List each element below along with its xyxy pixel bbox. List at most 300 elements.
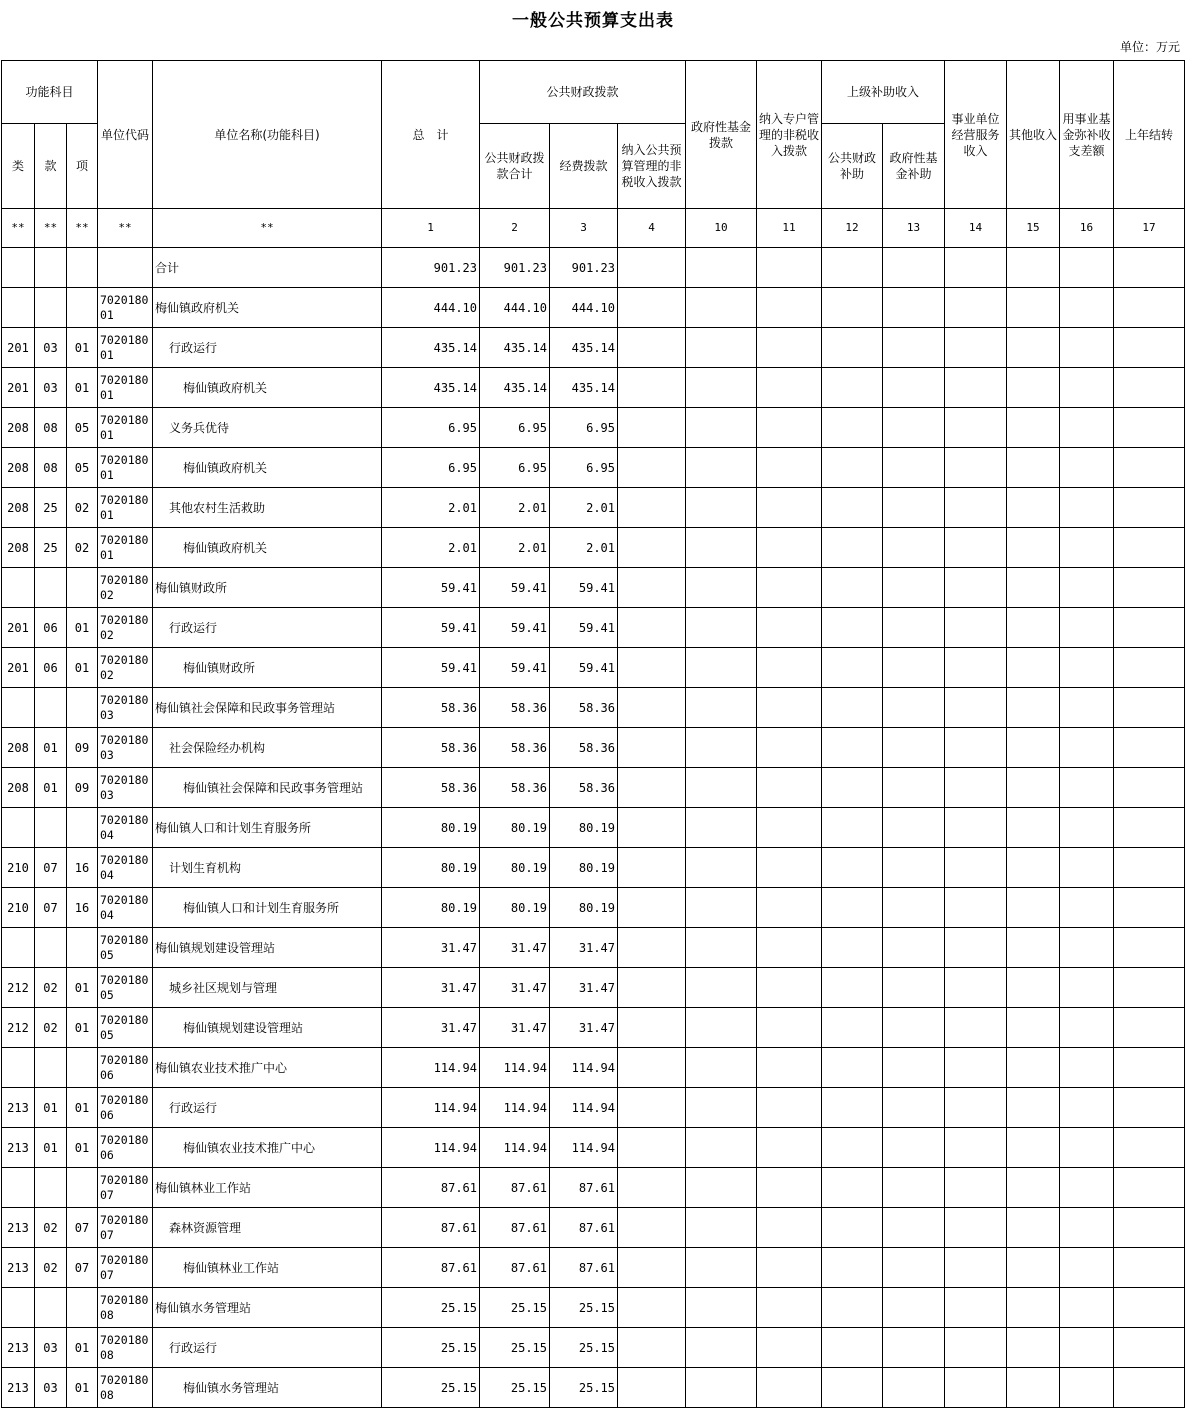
cell-empty: [686, 688, 757, 728]
table-row: [2, 1008, 1185, 1048]
cell-empty: [945, 1288, 1007, 1328]
table-row: [2, 928, 1185, 968]
cell-empty: [618, 768, 686, 808]
cell-unit-code: [98, 368, 153, 408]
cell-empty: [757, 1248, 822, 1288]
cell-expense-allocation: 80.19: [550, 888, 618, 928]
cell-unit-code: [98, 1288, 153, 1328]
cell-expense-allocation: 6.95: [550, 408, 618, 448]
cell-expense-allocation: 114.94: [550, 1088, 618, 1128]
unit-code-text: [100, 253, 150, 283]
cell-unit-code: [98, 288, 153, 328]
unit-code-text: 702018003: [100, 732, 149, 762]
cell-empty: [1007, 488, 1060, 528]
cell-empty: [883, 1328, 945, 1368]
cell-public-finance-total: 901.23: [480, 248, 550, 288]
cell-empty: [945, 1248, 1007, 1288]
cell-empty: [1007, 688, 1060, 728]
cell-unit-code: [98, 568, 153, 608]
cell-empty: [1114, 1368, 1185, 1408]
cell-unit-name: 梅仙镇人口和计划生育服务所: [153, 808, 382, 848]
cell-empty: [945, 528, 1007, 568]
column-number: **: [67, 209, 98, 248]
cell-empty: [618, 248, 686, 288]
cell-unit-name: 梅仙镇林业工作站: [153, 1168, 382, 1208]
cell-expense-allocation: 435.14: [550, 328, 618, 368]
cell-public-finance-total: 59.41: [480, 568, 550, 608]
table-row: [2, 1168, 1185, 1208]
cell-empty: [1007, 528, 1060, 568]
cell-xiang: [67, 288, 98, 328]
unit-code-text: 702018003: [100, 772, 149, 802]
cell-lei: 212: [2, 1008, 35, 1048]
unit-code-text: 702018001: [100, 412, 149, 442]
cell-unit-name: 梅仙镇政府机关: [153, 528, 382, 568]
cell-empty: [945, 1008, 1007, 1048]
cell-empty: [1060, 728, 1114, 768]
cell-public-finance-total: 58.36: [480, 688, 550, 728]
cell-empty: [618, 488, 686, 528]
cell-lei: [2, 248, 35, 288]
cell-empty: [1060, 368, 1114, 408]
cell-empty: [945, 808, 1007, 848]
unit-code-text: 702018004: [100, 892, 149, 922]
cell-unit-code: [98, 248, 153, 288]
cell-empty: [1114, 648, 1185, 688]
column-number: 3: [550, 209, 618, 248]
cell-total: 435.14: [382, 328, 480, 368]
cell-xiang: 05: [67, 408, 98, 448]
cell-unit-code: [98, 1208, 153, 1248]
cell-xiang: 09: [67, 728, 98, 768]
cell-xiang: 01: [67, 328, 98, 368]
table-row: [2, 648, 1185, 688]
cell-empty: [883, 968, 945, 1008]
cell-empty: [945, 768, 1007, 808]
budget-expenditure-table: [1, 60, 1185, 1408]
cell-empty: [822, 1048, 883, 1088]
column-number: **: [98, 209, 153, 248]
cell-public-finance-total: 435.14: [480, 328, 550, 368]
header-budget-nontax-allocation: 纳入公共预算管理的非税收入拨款: [618, 124, 686, 209]
cell-lei: [2, 928, 35, 968]
cell-empty: [686, 808, 757, 848]
cell-empty: [757, 448, 822, 488]
cell-public-finance-total: 435.14: [480, 368, 550, 408]
cell-empty: [757, 1008, 822, 1048]
cell-empty: [945, 1088, 1007, 1128]
cell-unit-name: 梅仙镇水务管理站: [153, 1288, 382, 1328]
cell-expense-allocation: 2.01: [550, 528, 618, 568]
cell-empty: [757, 1208, 822, 1248]
cell-empty: [1114, 1008, 1185, 1048]
header-public-finance-allocation: 公共财政拨款: [480, 61, 686, 124]
table-row: [2, 1048, 1185, 1088]
cell-xiang: 01: [67, 1008, 98, 1048]
cell-empty: [1007, 1368, 1060, 1408]
cell-expense-allocation: 87.61: [550, 1248, 618, 1288]
column-number: 10: [686, 209, 757, 248]
table-row: [2, 1328, 1185, 1368]
cell-unit-name: 森林资源管理: [153, 1208, 382, 1248]
cell-total: 80.19: [382, 848, 480, 888]
cell-empty: [618, 728, 686, 768]
unit-code-text: 702018001: [100, 492, 149, 522]
cell-empty: [757, 968, 822, 1008]
cell-xiang: 01: [67, 608, 98, 648]
table-row: [2, 248, 1185, 288]
unit-code-text: 702018007: [100, 1212, 149, 1242]
cell-kuan: 25: [35, 528, 67, 568]
cell-total: 59.41: [382, 648, 480, 688]
cell-empty: [883, 528, 945, 568]
cell-unit-code: [98, 768, 153, 808]
cell-empty: [1060, 928, 1114, 968]
cell-xiang: 05: [67, 448, 98, 488]
unit-code-text: 702018007: [100, 1172, 149, 1202]
column-number: **: [35, 209, 67, 248]
cell-empty: [945, 568, 1007, 608]
cell-empty: [1007, 888, 1060, 928]
table-row: [2, 1368, 1185, 1408]
cell-empty: [883, 608, 945, 648]
cell-empty: [1114, 288, 1185, 328]
cell-expense-allocation: 58.36: [550, 768, 618, 808]
cell-empty: [1060, 528, 1114, 568]
cell-total: 87.61: [382, 1168, 480, 1208]
cell-lei: 213: [2, 1208, 35, 1248]
cell-kuan: [35, 1048, 67, 1088]
cell-unit-name: 梅仙镇财政所: [153, 648, 382, 688]
cell-xiang: [67, 568, 98, 608]
cell-empty: [883, 888, 945, 928]
cell-unit-name: 梅仙镇政府机关: [153, 368, 382, 408]
cell-empty: [1007, 848, 1060, 888]
cell-empty: [883, 1368, 945, 1408]
cell-empty: [757, 328, 822, 368]
cell-lei: 208: [2, 528, 35, 568]
unit-code-text: 702018002: [100, 572, 149, 602]
cell-xiang: 02: [67, 528, 98, 568]
cell-empty: [618, 368, 686, 408]
cell-kuan: [35, 1288, 67, 1328]
cell-unit-name: 梅仙镇社会保障和民政事务管理站: [153, 768, 382, 808]
cell-lei: 208: [2, 408, 35, 448]
cell-xiang: 01: [67, 1088, 98, 1128]
cell-empty: [618, 528, 686, 568]
cell-empty: [945, 1168, 1007, 1208]
cell-unit-name: 梅仙镇水务管理站: [153, 1368, 382, 1408]
header-business-fund: 用事业基金弥补收支差额: [1060, 61, 1114, 209]
cell-empty: [1007, 928, 1060, 968]
cell-xiang: 01: [67, 968, 98, 1008]
table-row: [2, 1288, 1185, 1328]
cell-unit-name: 梅仙镇农业技术推广中心: [153, 1128, 382, 1168]
cell-total: 80.19: [382, 888, 480, 928]
cell-empty: [822, 448, 883, 488]
cell-total: 80.19: [382, 808, 480, 848]
cell-empty: [1114, 808, 1185, 848]
header-special-account-allocation: 纳入专户管理的非税收入拨款: [757, 61, 822, 209]
cell-unit-code: [98, 528, 153, 568]
cell-unit-code: [98, 728, 153, 768]
cell-xiang: [67, 1168, 98, 1208]
cell-empty: [618, 1008, 686, 1048]
cell-expense-allocation: 901.23: [550, 248, 618, 288]
column-number: 13: [883, 209, 945, 248]
cell-empty: [1114, 1048, 1185, 1088]
cell-empty: [757, 888, 822, 928]
cell-empty: [618, 408, 686, 448]
cell-empty: [686, 488, 757, 528]
cell-empty: [883, 648, 945, 688]
cell-public-finance-total: 114.94: [480, 1128, 550, 1168]
cell-empty: [1114, 928, 1185, 968]
header-unit-code: 单位代码: [98, 61, 153, 209]
cell-empty: [1007, 1328, 1060, 1368]
cell-expense-allocation: 31.47: [550, 1008, 618, 1048]
cell-empty: [618, 648, 686, 688]
cell-unit-name: 计划生育机构: [153, 848, 382, 888]
cell-empty: [757, 408, 822, 448]
cell-total: 114.94: [382, 1128, 480, 1168]
cell-empty: [822, 288, 883, 328]
cell-empty: [1060, 1128, 1114, 1168]
unit-code-text: 702018005: [100, 972, 149, 1002]
table-row: [2, 808, 1185, 848]
cell-total: 25.15: [382, 1328, 480, 1368]
cell-lei: 213: [2, 1128, 35, 1168]
column-number: 15: [1007, 209, 1060, 248]
cell-lei: 208: [2, 488, 35, 528]
cell-kuan: 01: [35, 1128, 67, 1168]
cell-empty: [686, 608, 757, 648]
cell-empty: [822, 1288, 883, 1328]
cell-empty: [1007, 328, 1060, 368]
cell-kuan: 02: [35, 1208, 67, 1248]
unit-code-text: 702018001: [100, 532, 149, 562]
cell-expense-allocation: 114.94: [550, 1048, 618, 1088]
cell-empty: [757, 1368, 822, 1408]
table-row: [2, 1088, 1185, 1128]
cell-empty: [883, 568, 945, 608]
cell-empty: [883, 408, 945, 448]
cell-empty: [686, 1088, 757, 1128]
header-superior-subsidy: 上级补助收入: [822, 61, 945, 124]
cell-expense-allocation: 25.15: [550, 1328, 618, 1368]
cell-empty: [1007, 608, 1060, 648]
cell-public-finance-total: 2.01: [480, 488, 550, 528]
cell-expense-allocation: 58.36: [550, 688, 618, 728]
cell-public-finance-total: 6.95: [480, 408, 550, 448]
cell-expense-allocation: 444.10: [550, 288, 618, 328]
cell-kuan: 07: [35, 888, 67, 928]
cell-lei: 213: [2, 1328, 35, 1368]
cell-empty: [757, 368, 822, 408]
cell-unit-code: [98, 608, 153, 648]
page-title: 一般公共预算支出表: [512, 11, 674, 31]
cell-empty: [757, 648, 822, 688]
cell-empty: [1007, 1208, 1060, 1248]
cell-empty: [1060, 888, 1114, 928]
cell-xiang: 01: [67, 1368, 98, 1408]
cell-empty: [757, 808, 822, 848]
cell-empty: [945, 1368, 1007, 1408]
header-business-income: 事业单位经营服务收入: [945, 61, 1007, 209]
cell-lei: [2, 1168, 35, 1208]
unit-code-text: 702018008: [100, 1332, 149, 1362]
cell-total: 31.47: [382, 1008, 480, 1048]
cell-empty: [1060, 328, 1114, 368]
cell-total: 2.01: [382, 488, 480, 528]
header-kuan: 款: [35, 124, 67, 209]
cell-empty: [822, 928, 883, 968]
cell-expense-allocation: 87.61: [550, 1208, 618, 1248]
cell-empty: [618, 808, 686, 848]
table-row: [2, 1208, 1185, 1248]
cell-total: 25.15: [382, 1288, 480, 1328]
unit-code-text: 702018008: [100, 1292, 149, 1322]
cell-empty: [1007, 1048, 1060, 1088]
cell-lei: 210: [2, 848, 35, 888]
cell-kuan: [35, 288, 67, 328]
cell-kuan: [35, 688, 67, 728]
cell-empty: [1114, 1288, 1185, 1328]
cell-empty: [757, 728, 822, 768]
cell-total: 114.94: [382, 1088, 480, 1128]
cell-empty: [686, 1008, 757, 1048]
cell-empty: [618, 608, 686, 648]
cell-empty: [1060, 448, 1114, 488]
unit-code-text: 702018008: [100, 1372, 149, 1402]
header-expense-allocation: 经费拨款: [550, 124, 618, 209]
header-gov-fund-subsidy: 政府性基金补助: [883, 124, 945, 209]
cell-lei: 201: [2, 328, 35, 368]
cell-kuan: 02: [35, 968, 67, 1008]
cell-total: 58.36: [382, 768, 480, 808]
cell-kuan: [35, 568, 67, 608]
cell-empty: [757, 848, 822, 888]
unit-code-text: 702018006: [100, 1092, 149, 1122]
cell-empty: [1007, 248, 1060, 288]
cell-empty: [686, 1048, 757, 1088]
cell-empty: [945, 648, 1007, 688]
cell-empty: [945, 328, 1007, 368]
cell-empty: [1060, 808, 1114, 848]
cell-unit-name: 社会保险经办机构: [153, 728, 382, 768]
cell-empty: [1007, 1168, 1060, 1208]
table-row: [2, 768, 1185, 808]
cell-empty: [1060, 848, 1114, 888]
cell-empty: [945, 888, 1007, 928]
cell-empty: [1007, 288, 1060, 328]
cell-unit-name: 义务兵优待: [153, 408, 382, 448]
cell-empty: [686, 888, 757, 928]
unit-code-text: 702018005: [100, 1012, 149, 1042]
cell-empty: [945, 288, 1007, 328]
cell-total: 58.36: [382, 728, 480, 768]
cell-empty: [945, 248, 1007, 288]
table-row: [2, 368, 1185, 408]
cell-empty: [1114, 1328, 1185, 1368]
header-public-finance-total: 公共财政拨款合计: [480, 124, 550, 209]
cell-empty: [618, 1368, 686, 1408]
cell-lei: 213: [2, 1368, 35, 1408]
header-unit-name: 单位名称(功能科目): [153, 61, 382, 209]
cell-kuan: [35, 808, 67, 848]
cell-public-finance-total: 31.47: [480, 968, 550, 1008]
cell-empty: [822, 1168, 883, 1208]
cell-empty: [822, 968, 883, 1008]
table-row: [2, 888, 1185, 928]
cell-empty: [757, 488, 822, 528]
cell-empty: [822, 608, 883, 648]
cell-unit-code: [98, 1128, 153, 1168]
cell-kuan: 03: [35, 368, 67, 408]
cell-empty: [618, 688, 686, 728]
cell-empty: [883, 1088, 945, 1128]
cell-public-finance-total: 114.94: [480, 1048, 550, 1088]
cell-empty: [686, 328, 757, 368]
cell-empty: [1007, 968, 1060, 1008]
cell-unit-name: 梅仙镇规划建设管理站: [153, 928, 382, 968]
table-row: [2, 848, 1185, 888]
cell-empty: [883, 688, 945, 728]
cell-empty: [686, 248, 757, 288]
cell-empty: [883, 1208, 945, 1248]
cell-kuan: 02: [35, 1008, 67, 1048]
cell-empty: [757, 248, 822, 288]
unit-code-text: 702018004: [100, 852, 149, 882]
cell-public-finance-total: 114.94: [480, 1088, 550, 1128]
cell-expense-allocation: 2.01: [550, 488, 618, 528]
unit-code-text: 702018004: [100, 812, 149, 842]
cell-unit-code: [98, 888, 153, 928]
cell-total: 114.94: [382, 1048, 480, 1088]
cell-empty: [883, 928, 945, 968]
cell-empty: [945, 968, 1007, 1008]
cell-empty: [618, 1208, 686, 1248]
cell-empty: [945, 408, 1007, 448]
cell-public-finance-total: 31.47: [480, 928, 550, 968]
cell-empty: [757, 1288, 822, 1328]
cell-empty: [1007, 648, 1060, 688]
cell-expense-allocation: 59.41: [550, 648, 618, 688]
cell-empty: [822, 328, 883, 368]
cell-empty: [883, 728, 945, 768]
cell-expense-allocation: 25.15: [550, 1288, 618, 1328]
cell-empty: [883, 1288, 945, 1328]
cell-xiang: 01: [67, 1328, 98, 1368]
cell-empty: [883, 248, 945, 288]
cell-total: 25.15: [382, 1368, 480, 1408]
cell-total: 59.41: [382, 608, 480, 648]
cell-xiang: 02: [67, 488, 98, 528]
cell-empty: [1007, 1248, 1060, 1288]
cell-empty: [945, 728, 1007, 768]
cell-unit-code: [98, 1368, 153, 1408]
cell-empty: [883, 808, 945, 848]
cell-lei: 208: [2, 728, 35, 768]
cell-empty: [1060, 1088, 1114, 1128]
cell-empty: [686, 1248, 757, 1288]
column-number: 14: [945, 209, 1007, 248]
cell-lei: [2, 568, 35, 608]
cell-unit-name: 梅仙镇农业技术推广中心: [153, 1048, 382, 1088]
table-row: [2, 688, 1185, 728]
cell-empty: [618, 1088, 686, 1128]
header-gov-fund-allocation: 政府性基金拨款: [686, 61, 757, 209]
